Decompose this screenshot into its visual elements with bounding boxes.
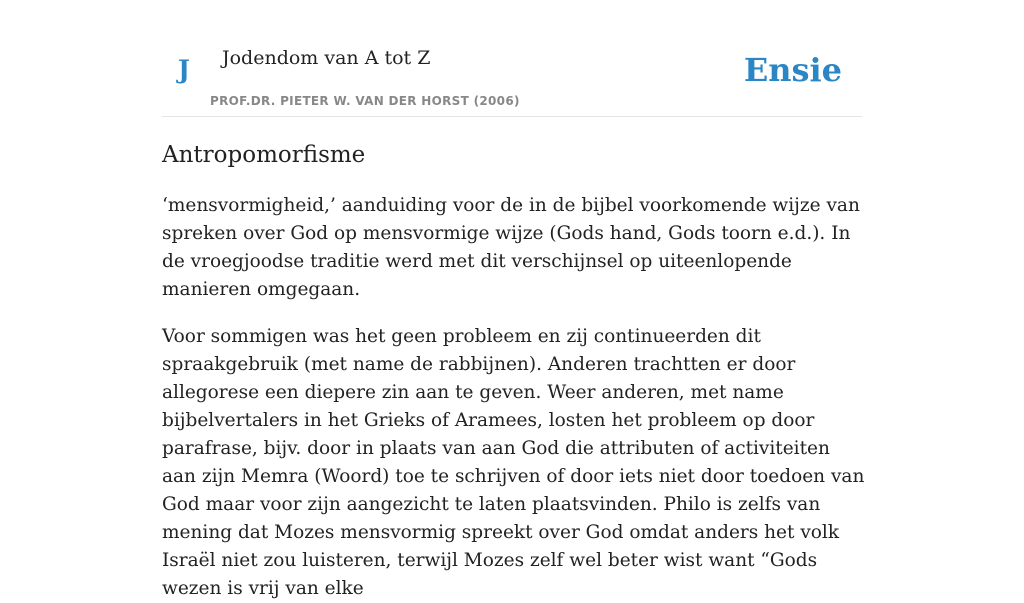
entry-paragraph: ‘mensvormigheid,’ aanduiding voor de in de bijbel voorkomende wijze van spreken over God op mensvormige wijze (Gods hand, Gods toorn e.d.). In de vroegjoodse traditie werd met dit verschijnsel op uiteenlopende manieren omgegaan. [162, 195, 860, 300]
entry-content [162, 138, 866, 603]
book-logo-icon[interactable]: J [178, 55, 190, 84]
header [162, 0, 862, 117]
book-title[interactable]: Jodendom van A tot Z [222, 47, 431, 69]
entry-paragraph: Voor sommigen was het geen probleem en zij continueerden dit spraakgebruik (met name de rabbijnen). Anderen trachtten er door allegorese een diepere zin aan te geven. Weer anderen, met name bijbelvertalers in het Grieks of Aramees, losten het probleem op door parafrase, bijv. door in plaats van aan God die attributen of activiteiten aan zijn Memra (Woord) toe te schrijven of door iets niet door toedoen van God maar voor zijn aangezicht te laten plaatsvinden. Philo is zelfs van mening dat Mozes mensvormig spreekt over God omdat anders het volk Israël niet zou luisteren, terwijl Mozes zelf wel beter wist want “Gods wezen is vrij van elke [162, 326, 865, 599]
entry-title: Antropomorfisme [162, 142, 366, 168]
brand-logo[interactable]: Ensie [743, 51, 842, 89]
book-author: PROF.DR. PIETER W. VAN DER HORST (2006) [210, 94, 520, 108]
